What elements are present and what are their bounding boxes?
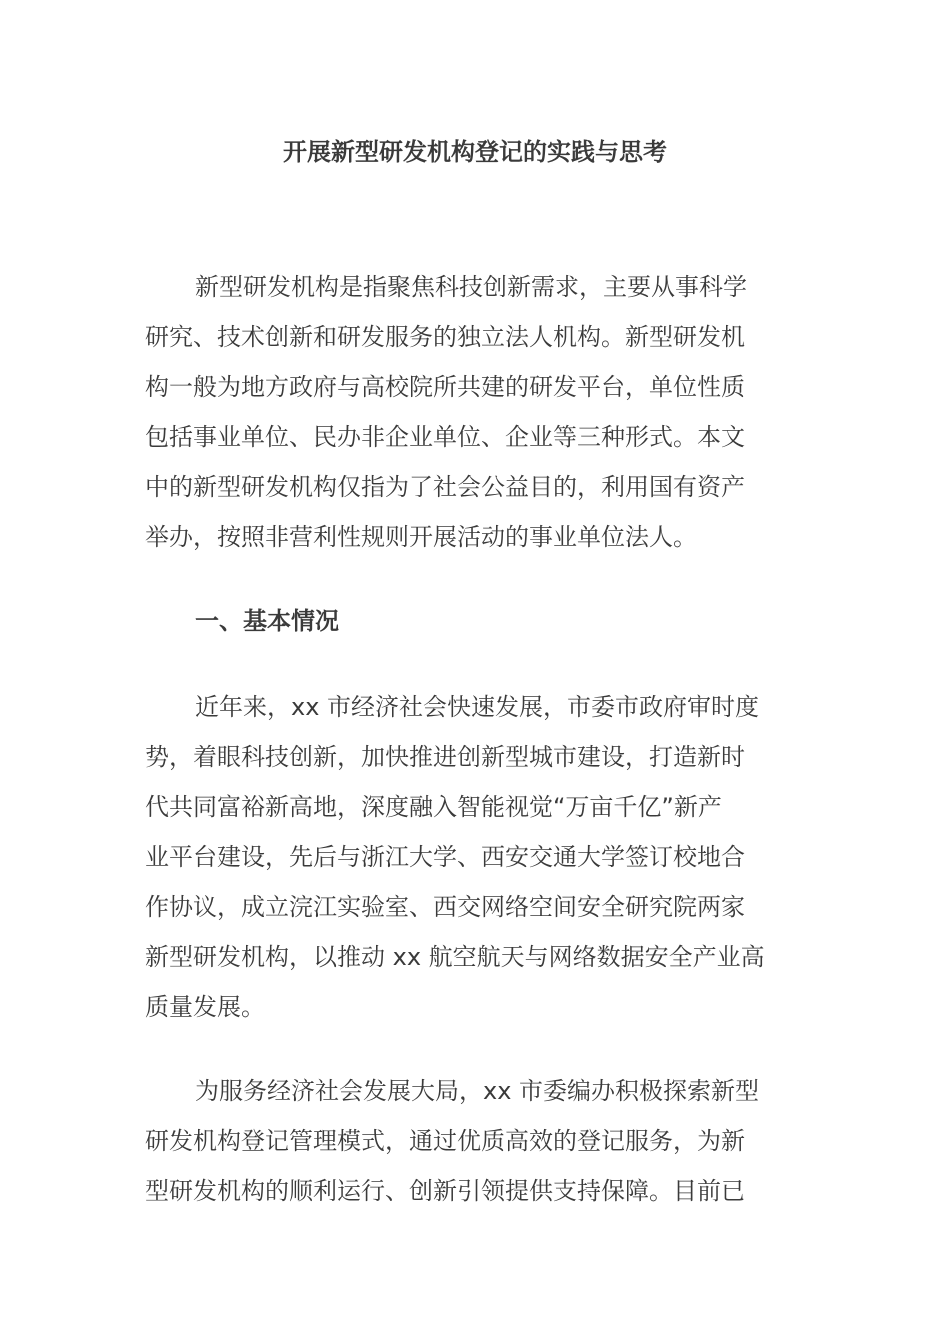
paragraph-line: 研究、技术创新和研发服务的独立法人机构。新型研发机	[145, 323, 745, 351]
paragraph-line: 势，着眼科技创新，加快推进创新型城市建设，打造新时	[145, 743, 745, 771]
paragraph-service	[145, 1066, 805, 1216]
paragraph-line: 新型研发机构是指聚焦科技创新需求，主要从事科学	[195, 273, 747, 301]
paragraph-intro	[145, 262, 805, 562]
paragraph-line: 研发机构登记管理模式，通过优质高效的登记服务，为新	[145, 1127, 745, 1155]
paragraph-line: 新型研发机构，以推动 xx 航空航天与网络数据安全产业高	[145, 943, 765, 971]
paragraph-line: 代共同富裕新高地，深度融入智能视觉“万亩千亿”新产	[145, 793, 722, 821]
section-heading: 一、基本情况	[195, 607, 339, 635]
paragraph-line: 为服务经济社会发展大局，xx 市委编办积极探索新型	[195, 1077, 760, 1105]
paragraph-line: 型研发机构的顺利运行、创新引领提供支持保障。目前已	[145, 1177, 745, 1205]
paragraph-line: 包括事业单位、民办非企业单位、企业等三种形式。本文	[145, 423, 745, 451]
document-title: 开展新型研发机构登记的实践与思考	[283, 138, 667, 166]
paragraph-line: 业平台建设，先后与浙江大学、西安交通大学签订校地合	[145, 843, 745, 871]
paragraph-line: 举办，按照非营利性规则开展活动的事业单位法人。	[145, 523, 697, 551]
paragraph-line: 作协议，成立浣江实验室、西交网络空间安全研究院两家	[145, 893, 745, 921]
paragraph-background	[145, 682, 805, 1032]
paragraph-line: 中的新型研发机构仅指为了社会公益目的，利用国有资产	[145, 473, 745, 501]
paragraph-line: 近年来，xx 市经济社会快速发展，市委市政府审时度	[195, 693, 760, 721]
paragraph-line: 构一般为地方政府与高校院所共建的研发平台，单位性质	[145, 373, 745, 401]
paragraph-line: 质量发展。	[145, 993, 265, 1021]
